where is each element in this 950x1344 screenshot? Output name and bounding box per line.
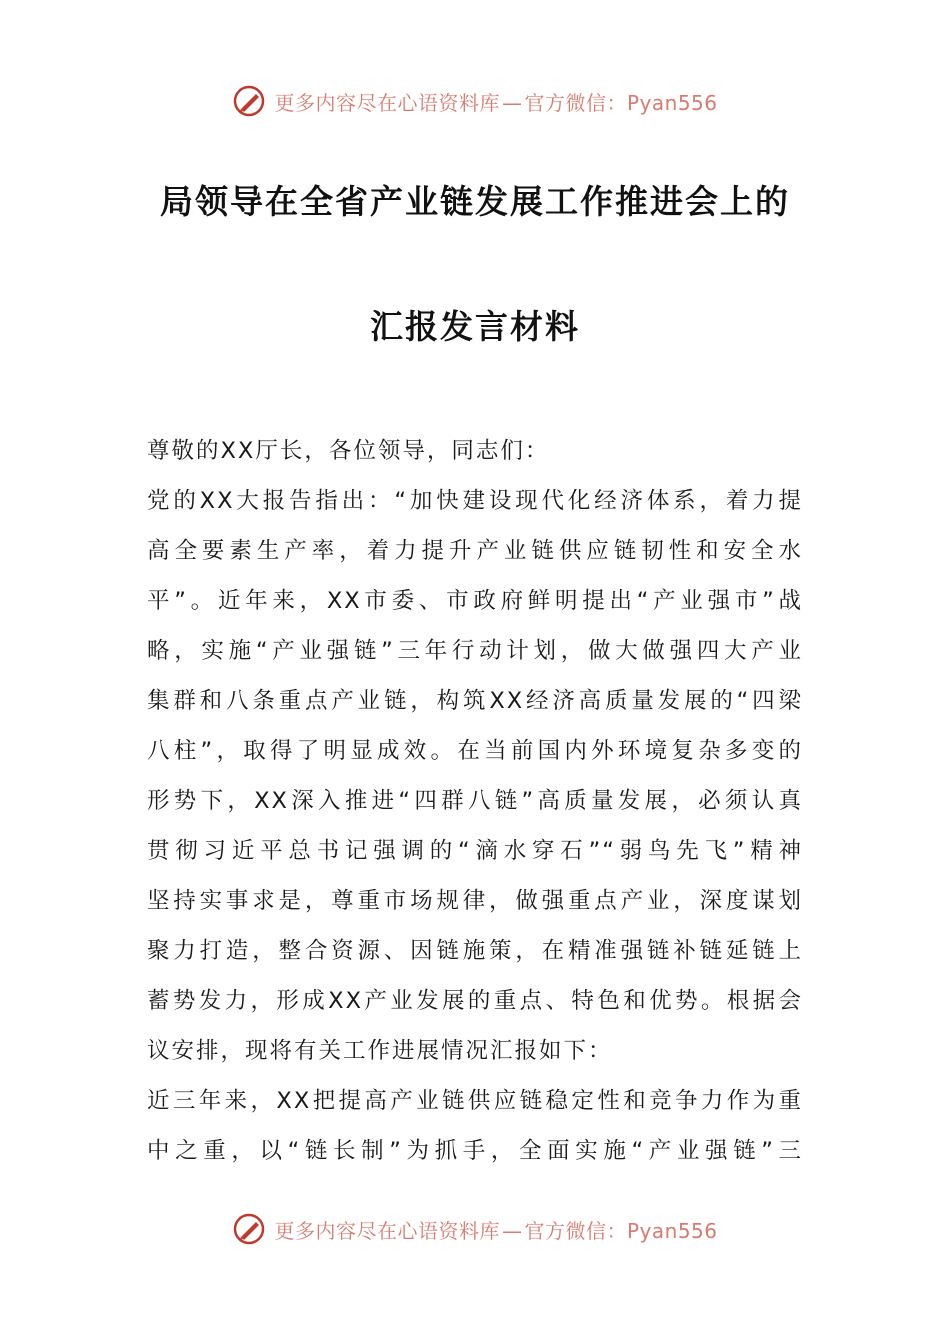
body-line: 坚持实事求是，尊重市场规律，做强重点产业，深度谋划 [147,888,803,914]
watermark-text [274,1215,717,1244]
body-line: 贯彻习近平总书记强调的“滴水穿石”“弱鸟先飞”精神 [147,838,803,864]
body-line: 议安排，现将有关工作进展情况汇报如下： [147,1038,613,1064]
body-line: 聚力打造，整合资源、因链施策，在精准强链补链延链上 [147,938,803,964]
body-line: 集群和八条重点产业链，构筑XX经济高质量发展的“四梁 [147,688,803,714]
document-title-line-1: 局领导在全省产业链发展工作推进会上的 [160,182,790,221]
watermark-contact-id: Pyan556 [626,1218,718,1243]
body-line: 高全要素生产率，着力提升产业链供应链韧性和安全水 [147,538,803,564]
body-line: 形势下，XX深入推进“四群八链”高质量发展，必须认真 [147,788,803,814]
watermark-contact-id: Pyan556 [626,90,718,115]
body-line: 近三年来，XX把提高产业链供应链稳定性和竞争力作为重 [147,1088,803,1114]
body-line: 略，实施“产业强链”三年行动计划，做大做强四大产业 [147,638,803,664]
pen-circle-icon [232,1212,266,1246]
watermark-site: 更多内容尽在心语资料库 [274,1218,500,1243]
watermark-contact-label: 官方微信： [524,90,627,115]
watermark-text [274,87,717,116]
watermark-separator: — [501,90,523,115]
body-line: 蓄势发力，形成XX产业发展的重点、特色和优势。根据会 [147,988,803,1014]
pen-circle-icon [232,84,266,118]
watermark-contact-label: 官方微信： [524,1218,627,1243]
body-line: 党的XX大报告指出：“加快建设现代化经济体系，着力提 [147,488,803,514]
body-line-salutation: 尊敬的XX厅长，各位领导，同志们： [147,438,550,464]
body-line: 平”。近年来，XX市委、市政府鲜明提出“产业强市”战 [147,588,803,614]
body-line: 八柱”，取得了明显成效。在当前国内外环境复杂多变的 [147,738,803,764]
document-body [147,426,803,1176]
header-watermark [0,84,950,118]
watermark-site: 更多内容尽在心语资料库 [274,90,500,115]
watermark-separator: — [501,1218,523,1243]
body-line: 中之重，以“链长制”为抓手，全面实施“产业强链”三 [147,1138,803,1164]
footer-watermark [0,1212,950,1246]
document-title-line-2: 汇报发言材料 [370,307,580,346]
